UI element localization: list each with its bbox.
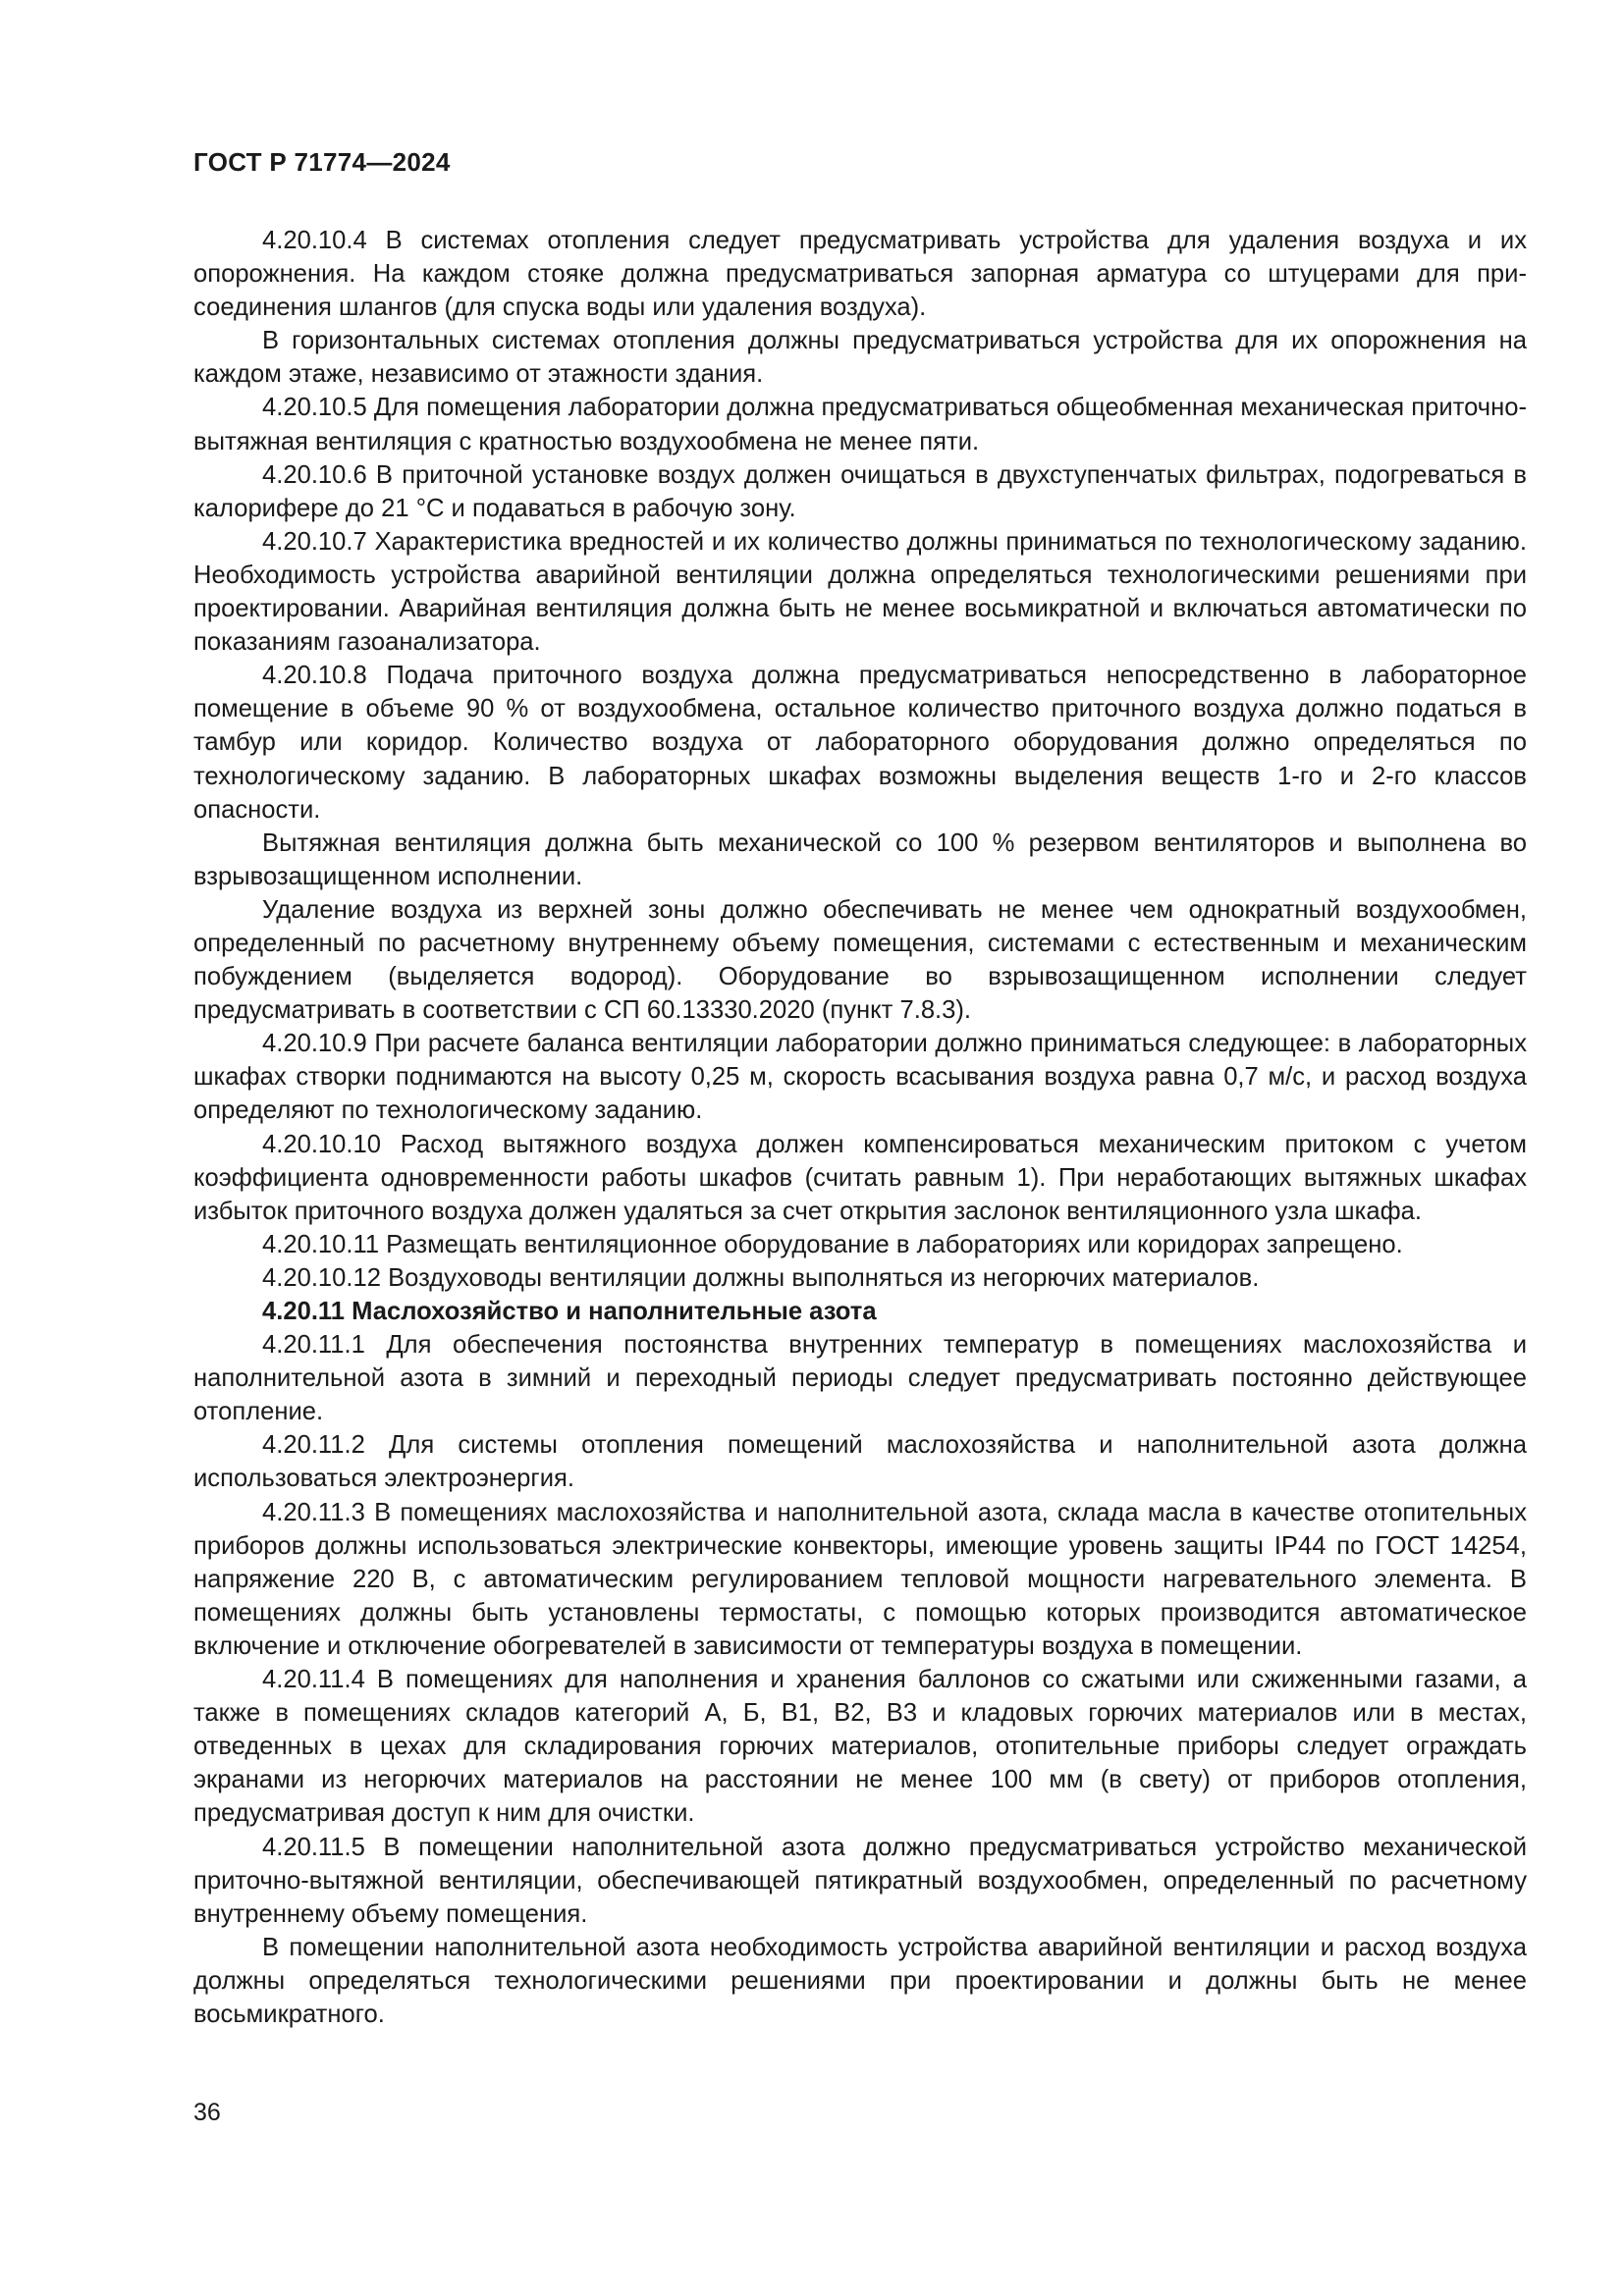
paragraph: 4.20.10.4 В системах отопления следует предусматривать устройства для удаления воздуха и их опорожнения. На каждом стояке должна предусматриваться запорная арматура со штуцерами для присоединения шлангов (для спуска воды или удаления воздуха). [193,227,1527,322]
paragraph: 4.20.10.5 Для помещения лаборатории должна предусматриваться общеобменная механическая приточно-вытяжная вентиляция с кратностью воздухообмена не менее пяти. [193,394,1527,455]
paragraph: 4.20.10.12 Воздуховоды вентиляции должны выполняться из негорючих материалов. [262,1263,1260,1292]
paragraph: 4.20.11.1 Для обеспечения постоянства внутренних температур в помещениях маслохозяйства и наполнительной азота в зимний и переходный периоды следует предусматривать постоянно действующее отопление. [193,1331,1527,1426]
standard-header: ГОСТ Р 71774—2024 [193,147,451,177]
paragraph: 4.20.11.5 В помещении наполнительной азота должно предусматриваться устройство механической приточно-вытяжной вентиляции, обеспечивающей пятикратный воздухообмен, определенный по расчетному внутреннему объему помещения. [193,1833,1527,1928]
paragraph: 4.20.10.8 Подача приточного воздуха должна предусматриваться непосредственно в лабораторное помещение в объеме 90 % от воздухообмена, остальное количество приточного воздуха должно податься в тамбур или коридор. Количество воздуха от лабораторного оборудования должно определяться по технологическому заданию. В лабораторных шкафах возможны выделения веществ 1-го и 2-го классов опасности. [193,662,1527,824]
paragraph: В помещении наполнительной азота необходимость устройства аварийной вентиляции и расход воздуха должны определяться технологическими решениями при проектировании и должны быть не менее восьмикратного. [193,1933,1527,2028]
paragraph: 4.20.10.6 В приточной установке воздух должен очищаться в двухступенчатых фильтрах, подогреваться в калорифере до 21 °С и подаваться в рабочую зону. [193,460,1527,522]
paragraph: 4.20.11.3 В помещениях маслохозяйства и наполнительной азота, склада масла в качестве отопительных приборов должны использоваться электрические конвекторы, имеющие уровень защиты IP44 по ГОСТ 14254, напряжение 220 В, с автоматическим регулированием тепловой мощности нагревательного элемента. В помещениях должны быть установлены термостаты, с помощью которых производится автоматическое включение и отключение обогревателей в зависимости от температуры воздуха в помещении. [193,1498,1527,1660]
paragraph: 4.20.10.9 При расчете баланса вентиляции лаборатории должно приниматься следующее: в лабораторных шкафах створки поднимаются на высоту 0,25 м, скорость всасывания воздуха равна 0,7 м/с, и расход воздуха определяют по технологическому заданию. [193,1030,1527,1125]
paragraph: 4.20.10.10 Расход вытяжного воздуха должен компенсироваться механическим притоком с учетом коэффициента одновременности работы шкафов (считать равным 1). При неработающих вытяжных шкафах избыток приточного воздуха должен удаляться за счет открытия заслонок вентиляционного узла шкафа. [193,1130,1527,1225]
paragraph: В горизонтальных системах отопления должны предусматриваться устройства для их опорожнения на каждом этаже, независимо от этажности здания. [193,327,1527,389]
page-number: 36 [193,2099,221,2126]
paragraph: 4.20.11.2 Для системы отопления помещений маслохозяйства и наполнительной азота должна использоваться электроэнергия. [193,1431,1527,1493]
paragraph: Удаление воздуха из верхней зоны должно обеспечивать не менее чем однократный воздухообмен, определенный по расчетному внутреннему объему помещения, системами с естественным и механическим побуждением (выделяется водород). Оборудование во взрывозащищенном исполнении следует предусматривать в соответствии с СП 60.13330.2020 (пункт 7.8.3). [193,895,1527,1025]
paragraph: 4.20.10.11 Размещать вентиляционное оборудование в лабораториях или коридорах запрещено. [262,1230,1403,1258]
section-heading: 4.20.11 Маслохозяйство и наполнительные азота [262,1298,877,1325]
document-body [193,224,1527,2031]
paragraph: 4.20.10.7 Характеристика вредностей и их количество должны приниматься по технологическому заданию. Необходимость устройства аварийной вентиляции должна определяться технологическими решениями при проектировании. Аварийная вентиляция должна быть не менее восьмикратной и включаться автоматически по показаниям газоанализатора. [193,527,1527,657]
paragraph: 4.20.11.4 В помещениях для наполнения и хранения баллонов со сжатыми или сжиженными газами, а также в помещениях складов категорий А, Б, В1, В2, В3 и кладовых горючих материалов или в местах, отведенных в цехах для складирования горючих материалов, отопительные приборы следует ограждать экранами из негорючих материалов на расстоянии не менее 100 мм (в свету) от приборов отопления, предусматривая доступ к ним для очистки. [193,1666,1527,1828]
paragraph: Вытяжная вентиляция должна быть механической со 100 % резервом вентиляторов и выполнена во взрывозащищенном исполнении. [193,828,1527,890]
